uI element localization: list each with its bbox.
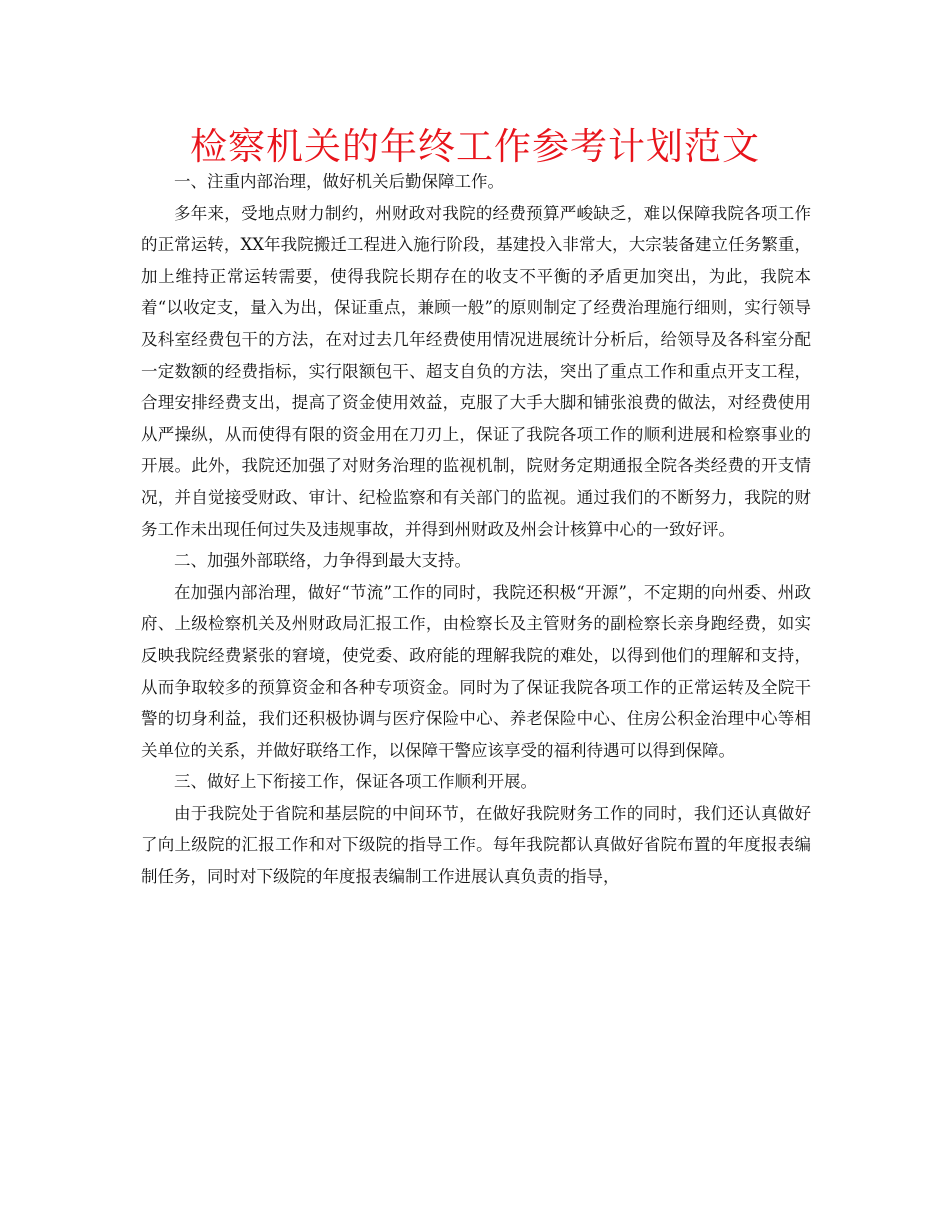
- document-title: 检察机关的年终工作参考计划范文: [190, 125, 760, 168]
- body-paragraph-1: 多年来，受地点财力制约，州财政对我院的经费预算严峻缺乏，难以保障我院各项工作的正常运转，XX年我院搬迁工程进入施行阶段，基建投入非常大，大宗装备建立任务繁重，加上维持正常运转需要，使得我院长期存在的收支不平衡的矛盾更加突出，为此，我院本着“以收定支，量入为出，保证重点，兼顾一般”的原则制定了经费治理施行细则，实行领导及科室经费包干的方法，在对过去几年经费使用情况进展统计分析后，给领导及各科室分配一定数额的经费指标，实行限额包干、超支自负的方法，突出了重点工作和重点开支工程，合理安排经费支出，提高了资金使用效益，克服了大手大脚和铺张浪费的做法，对经费使用从严操纵，从而使得有限的资金用在刀刃上，保证了我院各项工作的顺利进展和检察事业的开展。此外，我院还加强了对财务治理的监视机制，院财务定期通报全院各类经费的开支情况，并自觉接受财政、审计、纪检监察和有关部门的监视。通过我们的不断努力，我院的财务工作未出现任何过失及违规事故，并得到州财政及州会计核算中心的一致好评。: [141, 203, 811, 539]
- body-paragraph-3: 由于我院处于省院和基层院的中间环节，在做好我院财务工作的同时，我们还认真做好了向上级院的汇报工作和对下级院的指导工作。每年我院都认真做好省院布置的年度报表编制任务，同时对下级院的年度报表编制工作进展认真负责的指导，: [141, 803, 811, 887]
- section-heading-2: 二、加强外部联络，力争得到最大支持。: [174, 551, 471, 571]
- document-body: [141, 166, 811, 893]
- section-heading-1: 一、注重内部治理，做好机关后勤保障工作。: [174, 172, 504, 191]
- section-heading-3: 三、做好上下衔接工作，保证各项工作顺利开展。: [174, 772, 537, 792]
- body-paragraph-2: 在加强内部治理，做好“节流”工作的同时，我院还积极“开源”，不定期的向州委、州政府、上级检察机关及州财政局汇报工作，由检察长及主管财务的副检察长亲身跑经费，如实反映我院经费紧张的窘境，使党委、政府能的理解我院的难处，以得到他们的理解和支持，从而争取较多的预算资金和各种专项资金。同时为了保证我院各项工作的正常运转及全院干警的切身利益，我们还积极协调与医疗保险中心、养老保险中心、住房公积金治理中心等相关单位的关系，并做好联络工作，以保障干警应该享受的福利待遇可以得到保障。: [141, 582, 811, 760]
